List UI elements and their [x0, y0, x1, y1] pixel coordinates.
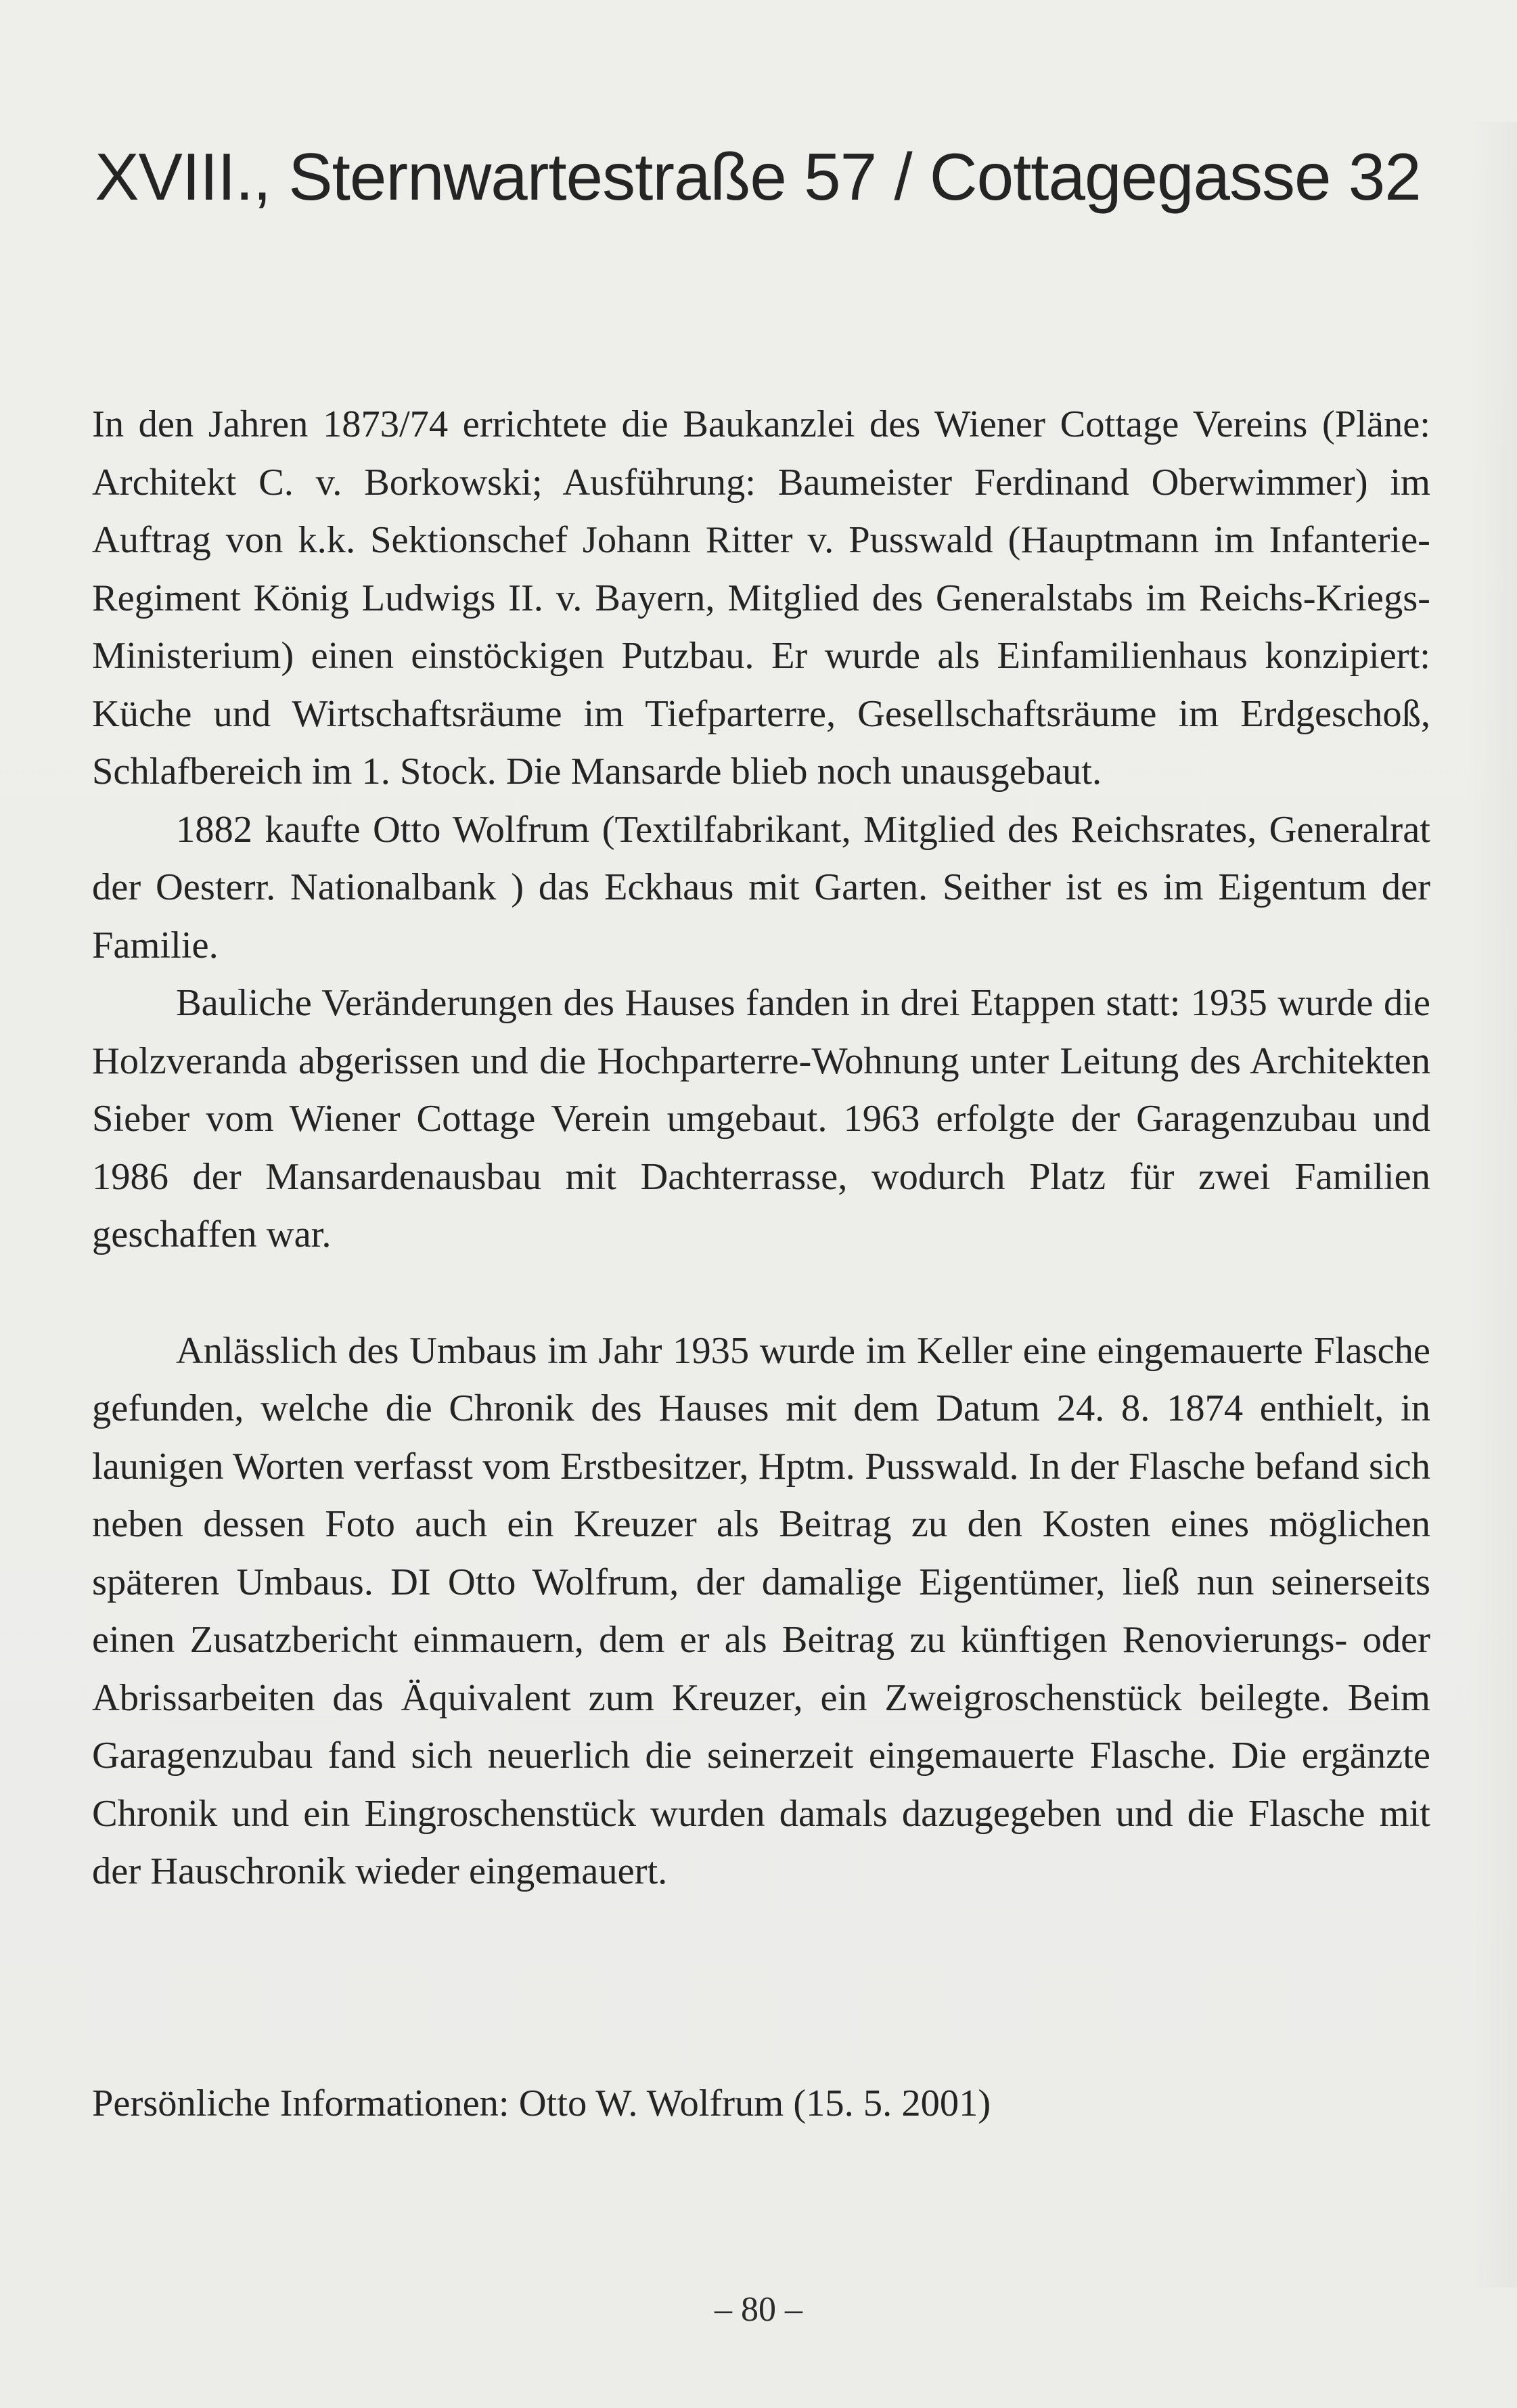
page-title: XVIII., Sternwartestraße 57 / Cottagegasse 32 — [95, 139, 1421, 214]
body-text — [92, 396, 1430, 1901]
page-number: – 80 – — [715, 2290, 802, 2329]
page-edge-shadow — [1470, 122, 1517, 2288]
paragraph-1: In den Jahren 1873/74 errichtete die Baukanzlei des Wiener Cottage Vereins (Pläne: Architekt C. v. Borkowski; Ausführung: Baumeister Ferdinand Oberwimmer) im Auftrag von k.k. Sektionschef Johann Ritter v. Pusswald (Hauptmann im Infanterie-Regiment König Ludwigs II. v. Bayern, Mitglied des Generalstabs im Reichs-Kriegs-Ministerium) einen einstöckigen Putzbau. Er wurde als Einfamilienhaus konzipiert: Küche und Wirtschaftsräume im Tiefparterre, Gesellschaftsräume im Erdgeschoß, Schlafbereich im 1. Stock. Die Mansarde blieb noch unausgebaut. — [92, 403, 1430, 793]
paragraph-2: 1882 kaufte Otto Wolfrum (Textilfabrikant, Mitglied des Reichsrates, Generalrat der Oesterr. Nationalbank ) das Eckhaus mit Garten. Seither ist es im Eigentum der Familie. — [92, 808, 1430, 966]
paragraph-3: Bauliche Veränderungen des Hauses fanden in drei Etappen statt: 1935 wurde die Holzveranda abgerissen und die Hochparterre-Wohnung unter Leitung des Architekten Sieber vom Wiener Cottage Verein umgebaut. 1963 erfolgte der Garagenzubau und 1986 der Mansardenausbau mit Dachterrasse, wodurch Platz für zwei Familien geschaffen war. — [92, 982, 1430, 1255]
source-note: Persönliche Informationen: Otto W. Wolfrum (15. 5. 2001) — [92, 2082, 991, 2124]
paragraph-4: Anlässlich des Umbaus im Jahr 1935 wurde im Keller eine eingemauerte Flasche gefunden, welche die Chronik des Hauses mit dem Datum 24. 8. 1874 enthielt, in launigen Worten verfasst vom Erstbesitzer, Hptm. Pusswald. In der Flasche befand sich neben dessen Foto auch ein Kreuzer als Beitrag zu den Kosten eines möglichen späteren Umbaus. DI Otto Wolfrum, der damalige Eigentümer, ließ nun seinerseits einen Zusatzbericht einmauern, dem er als Beitrag zu künftigen Renovierungs- oder Abrissarbeiten das Äquivalent zum Kreuzer, ein Zweigroschenstück beilegte. Beim Garagenzubau fand sich neuerlich die seinerzeit eingemauerte Flasche. Die ergänzte Chronik und ein Eingroschenstück wurden damals dazugegeben und die Flasche mit der Hauschronik wieder eingemauert. — [92, 1329, 1430, 1892]
